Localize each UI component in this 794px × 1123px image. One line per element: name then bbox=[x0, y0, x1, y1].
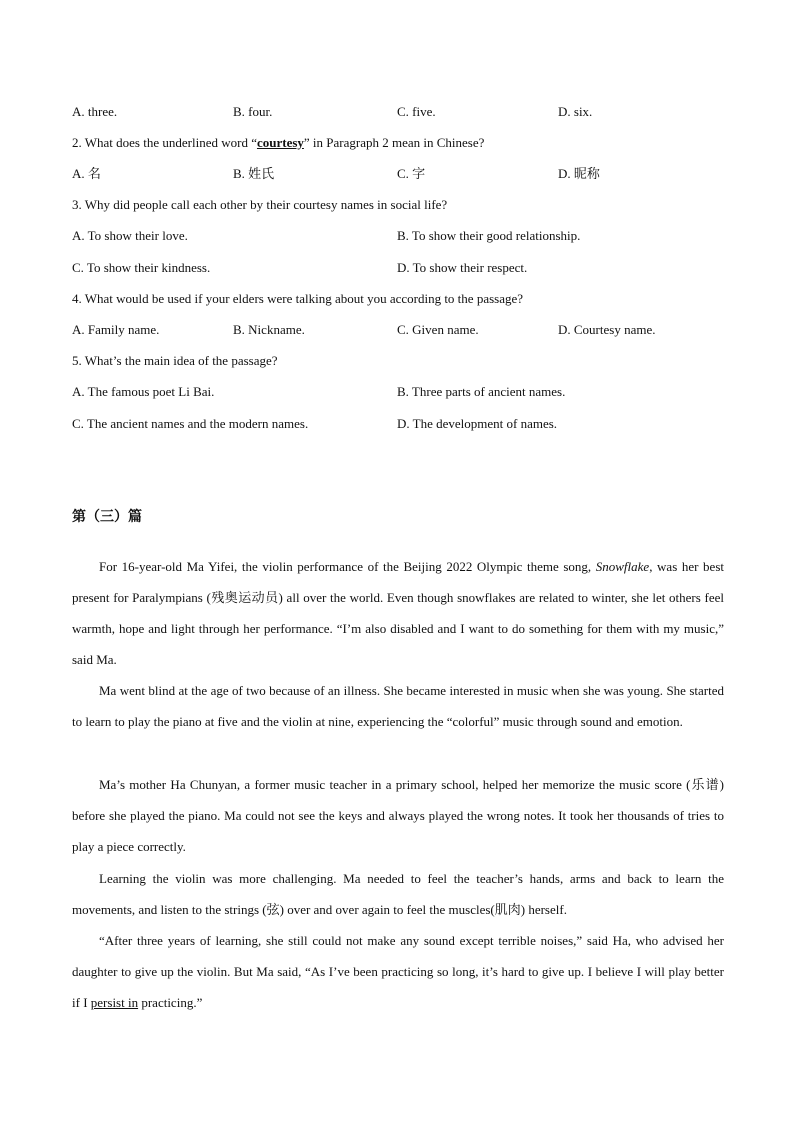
q1-option-d: D. six. bbox=[558, 104, 593, 119]
q2-option-b: B. 姓氏 bbox=[233, 166, 275, 181]
p1-song-title: Snowflake bbox=[595, 559, 650, 574]
q2-option-d: D. 昵称 bbox=[558, 166, 600, 181]
q3-option-d: D. To show their respect. bbox=[397, 260, 528, 275]
q5-stem: 5. What’s the main idea of the passage? bbox=[72, 353, 278, 368]
p4-text: Learning the violin was more challenging. Ma needed to feel the teacher’s hands, arms and back to learn the movements, and listen to the strings (弦) over and over again to feel the muscles(肌肉) herself. bbox=[72, 871, 724, 918]
passage-paragraph-3 bbox=[72, 769, 724, 862]
section-title: 第（三）篇 bbox=[72, 509, 142, 525]
q4-option-b: B. Nickname. bbox=[233, 322, 305, 337]
passage-paragraph-2 bbox=[72, 675, 724, 737]
q3-option-c: C. To show their kindness. bbox=[72, 260, 211, 275]
q4-stem: 4. What would be used if your elders were talking about you according to the passage? bbox=[72, 291, 524, 306]
q2-stem-pre: 2. What does the underlined word “ bbox=[72, 135, 257, 150]
q5-option-a: A. The famous poet Li Bai. bbox=[72, 384, 215, 399]
q2-stem bbox=[72, 135, 484, 151]
q4-option-a: A. Family name. bbox=[72, 322, 160, 337]
p1-text-pre: For 16-year-old Ma Yifei, the violin performance of the Beijing 2022 Olympic theme song, bbox=[99, 559, 596, 574]
q3-option-b: B. To show their good relationship. bbox=[397, 228, 581, 243]
q1-option-c: C. five. bbox=[397, 104, 436, 119]
p1-text-post: , was her best present for Paralympians (残奥运动员) all over the world. Even though snowflakes are related to winter, she let others feel warmth, hope and light through her performance. “I’m also disabled and I want to do something for them with my music,” said Ma. bbox=[72, 559, 724, 668]
q5-option-d: D. The development of names. bbox=[397, 416, 558, 431]
passage-paragraph-1 bbox=[72, 551, 724, 675]
p5-underlined-phrase: persist in bbox=[90, 995, 139, 1011]
q5-option-c: C. The ancient names and the modern names. bbox=[72, 416, 309, 431]
passage-paragraph-4 bbox=[72, 863, 724, 925]
p5-text-pre: “After three years of learning, she still could not make any sound except terrible noises,” said Ha, who advised her daughter to give up the violin. But Ma said, “As I’ve been practicing so long, it’s hard to give up. I believe I will play better if I bbox=[72, 933, 724, 1011]
q2-underlined-word: courtesy bbox=[256, 135, 304, 150]
q2-option-a: A. 名 bbox=[72, 166, 101, 181]
q1-option-b: B. four. bbox=[233, 104, 273, 119]
p3-text: Ma’s mother Ha Chunyan, a former music teacher in a primary school, helped her memorize the music score (乐谱) before she played the piano. Ma could not see the keys and always played the wrong notes. It took her thousands of tries to play a piece correctly. bbox=[72, 777, 724, 855]
q4-option-c: C. Given name. bbox=[397, 322, 479, 337]
q5-option-b: B. Three parts of ancient names. bbox=[397, 384, 566, 399]
q2-option-c: C. 字 bbox=[397, 166, 426, 181]
q1-option-a: A. three. bbox=[72, 104, 118, 119]
passage-paragraph-5 bbox=[72, 925, 724, 1018]
q2-stem-post: ” in Paragraph 2 mean in Chinese? bbox=[303, 135, 485, 150]
p5-text-post: practicing.” bbox=[138, 995, 203, 1011]
q4-option-d: D. Courtesy name. bbox=[558, 322, 656, 337]
q3-stem: 3. Why did people call each other by their courtesy names in social life? bbox=[72, 197, 448, 212]
q3-option-a: A. To show their love. bbox=[72, 228, 188, 243]
p2-text: Ma went blind at the age of two because of an illness. She became interested in music when she was young. She started to learn to play the piano at five and the violin at nine, experiencing the “colorful” music through sound and emotion. bbox=[72, 683, 724, 730]
